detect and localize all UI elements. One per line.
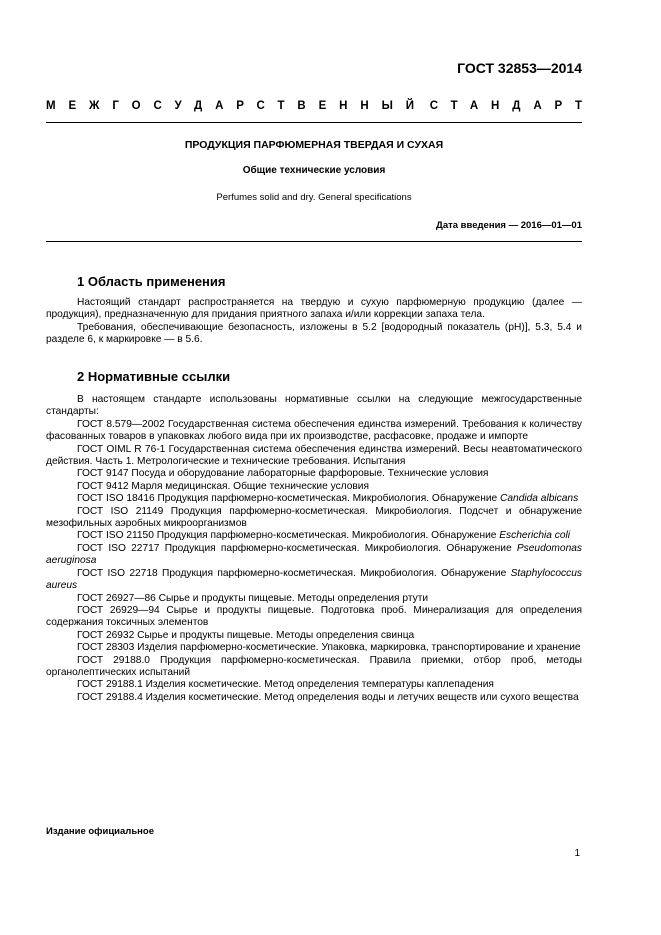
- english-title: Perfumes solid and dry. General specifications: [216, 192, 412, 203]
- reference-item: ГОСТ 26929—94 Сырье и продукты пищевые. Подготовка проб. Минерализация для определения содержания токсичных элементов: [46, 604, 582, 629]
- reference-item: ГОСТ ISO 22718 Продукция парфюмерно-косметическая. Микробиология. Обнаружение Staphylococcus aureus: [46, 567, 582, 592]
- paragraph: Требования, обеспечивающие безопасность, изложены в 5.2 [водородный показатель (рН)], 5.3, 5.4 и разделе 6, к маркировке — в 5.6.: [46, 321, 582, 346]
- section-2-heading: 2 Нормативные ссылки: [77, 369, 231, 384]
- interstate-word: МЕЖГОСУДАРСТВЕННЫЙ: [46, 100, 427, 112]
- reference-item: ГОСТ 29188.1 Изделия косметические. Метод определения температуры каплепадения: [77, 679, 494, 691]
- section-1-heading: 1 Область применения: [77, 274, 226, 289]
- reference-item: ГОСТ 28303 Изделия парфюмерно-косметические. Упаковка, маркировка, транспортирование и хранение: [77, 642, 581, 654]
- header-divider: [46, 122, 582, 123]
- reference-item: ГОСТ 29188.0 Продукция парфюмерно-косметическая. Правила приемки, отбор проб, методы органолептических испытаний: [46, 654, 582, 678]
- reference-item: ГОСТ 29188.4 Изделия косметические. Метод определения воды и летучих веществ или сухого вещества: [77, 691, 579, 703]
- reference-item: ГОСТ ISO 21150 Продукция парфюмерно-косметическая. Микробиология. Обнаружение Escherichia coli: [77, 530, 571, 542]
- page-number: 1: [574, 848, 580, 859]
- reference-item: ГОСТ ISO 21149 Продукция парфюмерно-косметическая. Микробиология. Подсчет и обнаружение мезофильных аэробных микроорганизмов: [46, 505, 582, 530]
- document-subtitle: Общие технические условия: [242, 165, 386, 176]
- title-divider: [46, 241, 582, 242]
- official-edition-label: Издание официальное: [46, 826, 154, 837]
- introduction-date: Дата введения — 2016—01—01: [436, 220, 582, 231]
- section-2-body: [46, 394, 582, 704]
- document-title: ПРОДУКЦИЯ ПАРФЮМЕРНАЯ ТВЕРДАЯ И СУХАЯ: [184, 139, 444, 151]
- reference-item: ГОСТ ISO 22717 Продукция парфюмерно-косметическая. Микробиология. Обнаружение Pseudomonas aeruginosa: [46, 542, 582, 567]
- paragraph: В настоящем стандарте использованы нормативные ссылки на следующие межгосударственные стандарты:: [46, 394, 582, 418]
- reference-item: ГОСТ OIML R 76-1 Государственная система обеспечения единства измерений. Весы неавтоматического действия. Часть 1. Метрологические и технические требования. Испытания: [46, 443, 582, 468]
- section-1-body: [46, 297, 582, 347]
- interstate-standard-banner: [46, 100, 595, 112]
- reference-item: ГОСТ 9412 Марля медицинская. Общие технические условия: [77, 480, 370, 492]
- reference-item: ГОСТ ISO 18416 Продукция парфюмерно-косметическая. Микробиология. Обнаружение Candida albicans: [77, 493, 579, 505]
- standard-word: СТАНДАРТ: [429, 100, 595, 112]
- reference-item: ГОСТ 8.579—2002 Государственная система обеспечения единства измерений. Требования к количеству фасованных товаров в упаковках любого вида при их производстве, расфасовке, продаже и импорте: [46, 418, 582, 443]
- reference-item: ГОСТ 9147 Посуда и оборудование лабораторные фарфоровые. Технические условия: [77, 468, 489, 480]
- gost-code: ГОСТ 32853—2014: [457, 60, 582, 76]
- reference-item: ГОСТ 26932 Сырье и продукты пищевые. Методы определения свинца: [77, 629, 415, 641]
- reference-item: ГОСТ 26927—86 Сырье и продукты пищевые. Методы определения ртути: [77, 592, 429, 604]
- paragraph: Настоящий стандарт распространяется на твердую и сухую парфюмерную продукцию (далее — продукция), предназначенную для придания приятного запаха и/или коррекции запаха тела.: [46, 297, 582, 321]
